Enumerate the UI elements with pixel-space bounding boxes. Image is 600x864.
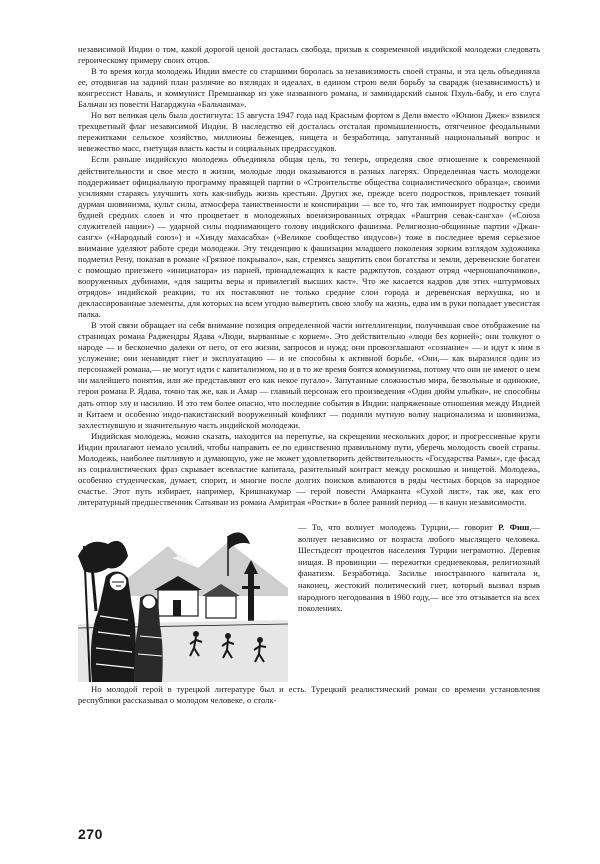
paragraph: Но молодой герой в турецкой литературе был и есть. Турецкий реалистический роман со времени установления республики рассказывал о молодом человеке, о столк- (78, 683, 540, 706)
quote-lead: — То, что волнует молодежь Турции,— говорит (298, 521, 499, 532)
paragraph: независимой Индии о том, какой дорогой ценой досталась свобода, призыв к современной индийской молодежи следовать героическому примеру своих отцов. (78, 44, 540, 66)
paragraph: Но вот великая цель была достигнута: 15 августа 1947 года над Красным фортом в Дели вместо «Юнион Джек» взвился трехцветный флаг независимой Индии. В наследство ей досталась отсталая промышленность, отягченное феодальными пережитками сельское хозяйство, миллионы беженцев, нищета и безработица, запутанный национальный вопрос и невежество масс, гнетущая власть касты и социальных предрассудков. (78, 110, 540, 154)
article-body (78, 44, 540, 706)
paragraph: Если раньше индийскую молодежь объединяла общая цель, то теперь, определяя свое отношение к современной действительности и свое место в жизни, молодые люди оказываются в разных лагерях. Определенная часть молодежи поддерживает официальную программу правящей партии о «Строительстве общества социалистического образца», своими усилиями стараясь улучшить хоть как-нибудь жизнь крестьян. Других же, прежде всего подростков, привлекает тонкий дурман шовинизма, культ силы, атмосфера таинственности и конспирации — все то, что так импонирует подростку среди будней средних слоев и что процветает в молодежных военизированных отрядах «Раштрия севак-сангха» («Союза служителей нации») — ударной силы поднимающего голову индийского фашизма. Религиозно-общинные партии «Джан-сангх» («Народный союз») и «Хинду махасабха» («Великое сообщество индусов») тоже в последнее время серьезное внимание уделяют работе среди молодежи. Эту тенденцию к фашизации младшего поколения зорким взглядом художника подметил Рену, показав в романе «Грязное покрывало», как, стремясь защитить свои богатства и земли, деревенские богатеи с помощью приезжего «инициатора» из парней, принадлежащих к касте раджпутов, создают отряд «черношапочников», вооруженных дубинами, «для защиты веры и привилегий высших каст». Что же касается кадров для этих «штурмовых отрядов» индийской реакции, то их поставляют не только средние слои города и деревенская верхушка, но и деклассированные элементы, для которых на всем угодно вывертить свою злобу на жизнь, едва им в руки попадает увесистая палка. (78, 154, 540, 320)
page-number: 270 (78, 826, 103, 842)
sidebar-quote (298, 522, 540, 615)
quote-author: Р. Фиш (498, 521, 530, 532)
quote-paragraph (298, 522, 540, 615)
paragraph: Индийская молодежь, можно сказать, находится на перепутье, на скрещении нескольких дорог, и прогрессивные круги Индии прилагают немало усилий, чтобы направить ее по единственно правильному пути, уберечь молодость своей страны. Молодежь, наиболее пытливую и думающую, уже не может удовлетворить действительность «Государства Рамы», где фасад из социалистических фраз скрывает всевластие капитала, разительный контраст между роскошью и нищетой. Молодежь, особенно студенческая, думает, спорит, и многие после долгих поисков вливаются в ряды честных борцов за народное счастье. Этот путь избирает, например, Кришнакумар — герой повести Амарканта «Сухой лист», так же, как его литературный предшественник Сатьяван из романа Амритрая «Ростки» в более ранний период — в канун независимости. (78, 430, 540, 507)
quote-body: ,— волнует независимо от возраста любого мыслящего человека. Шестьдесят процентов населения Турции неграмотно. Деревня нищая. В провинции — пережитки средневековья, религиозный фанатизм. Безработица. Засилье иностранного капитала и, наконец, жестокий политический гнет, который вызвал взрыв народного негодования в 1960 году,— все это отзывается на всех поколениях. (298, 521, 541, 614)
illustration-row (78, 516, 540, 682)
village-illustration (78, 516, 288, 682)
paragraph: В то время когда молодежь Индии вместе со старшими боролась за независимость своей страны, и эта цель объединяла ее, отодвигая на задний план различие во взглядах и идеалах, в едином строю вели борьбу за сварадж (независимость) и конгрессист Наваль, и коммунист Премшанкар из уже названного романа, и заминдарский сынок Пхуль-бабу, и его слуга Бальчан из повести Нагарджуна «Бальчанма». (78, 66, 540, 110)
paragraph: В этой связи обращает на себя внимание позиция определенной части интеллигенции, получившая свое отображение на страницах романа Раджендры Ядава «Люди, вырванные с корнем». Это действительно «люди без корней»; они толкуют о народе — и бесконечно далеки от него, от его жизни, запросов и нужд; они провозглашают «сознание» — и идут к ним в услужение; они ненавидят гнет и эксплуатацию — и не способны к активной борьбе. «Они,— как выразился один из персонажей романа,— не могут идти с капитализмом, но и в то же время боятся коммунизма, потому что они не имеют о нем ни малейшего понятия, или же представляют его как некое пугало». Запутанные сложностью мира, безвольные и одинокие, герои романа Р. Ядава, точно так же, как и Амар — главный персонаж его произведения «Один дюйм улыбки», не способны дать отпор злу и насилию. И это тем более опасно, что последние события в Индии: напряженные отношения между Индией и Китаем и особенно индо-пакистанский вооруженный конфликт — подняли мутную волну национализма и шовинизма, захлестнувшую и значительную часть индийской молодежи. (78, 320, 540, 430)
